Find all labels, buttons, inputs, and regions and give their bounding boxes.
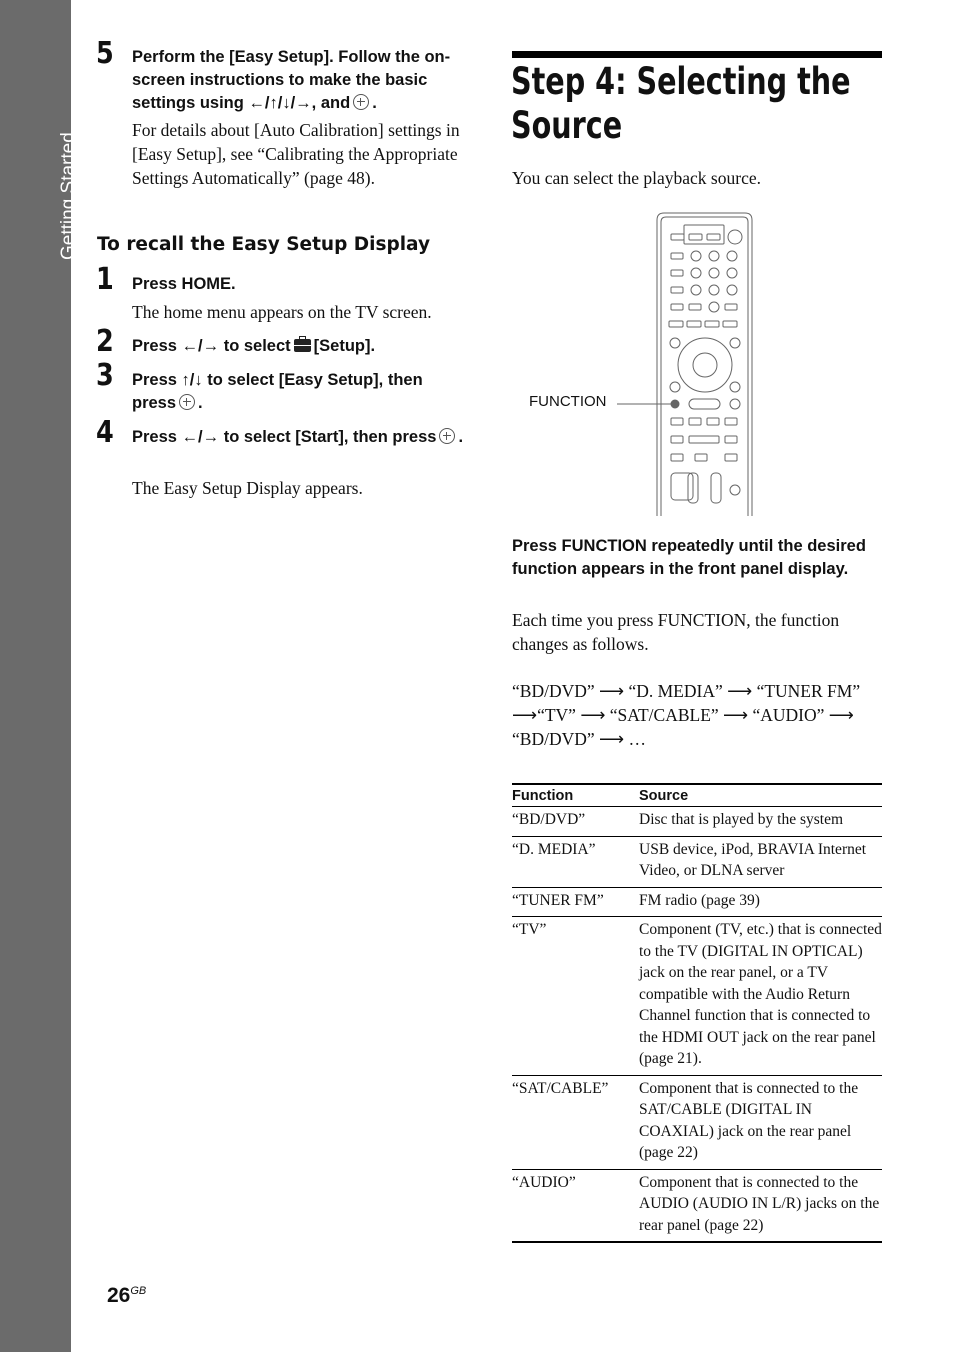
step-instruction: Press ←/→ to select [Setup]. xyxy=(132,337,376,355)
table-row xyxy=(512,1169,882,1242)
function-cell: “SAT/CABLE” xyxy=(512,1075,639,1169)
instruction-text: Press FUNCTION repeatedly until the desired function appears in the front panel display. xyxy=(512,537,866,578)
page-number: $26^{GB}$ xyxy=(107,1284,147,1307)
function-source-table xyxy=(512,783,882,1243)
column-header: Function xyxy=(512,784,639,807)
step-number: 2 xyxy=(96,324,114,359)
source-cell: Component (TV, etc.) that is connected to the TV (DIGITAL IN OPTICAL) jack on the rear panel, or a TV compatible with the Audio Return Channel function that is connected to the HDMI OUT jack on the rear panel (page 21). xyxy=(639,917,882,1076)
source-cell: Disc that is played by the system xyxy=(639,807,882,837)
enter-button-icon xyxy=(439,428,455,444)
sidebar-tab xyxy=(0,0,79,1352)
function-cell: “AUDIO” xyxy=(512,1173,576,1191)
step-number: 1 xyxy=(96,262,114,297)
function-cell: “D. MEDIA” xyxy=(512,836,639,887)
table-row xyxy=(512,887,882,917)
step-description: The Easy Setup Display appears. xyxy=(132,478,363,498)
source-cell: Component that is connected to the SAT/CABLE (DIGITAL IN COAXIAL) jack on the rear panel (page 22) xyxy=(639,1075,882,1169)
section-heading: To recall the Easy Setup Display xyxy=(97,234,431,255)
step-number: 4 xyxy=(96,415,114,450)
toolbox-icon xyxy=(294,339,311,352)
step-instruction: Press HOME. xyxy=(132,275,236,293)
function-cell: “BD/DVD” xyxy=(512,807,639,837)
intro-text: You can select the playback source. xyxy=(512,168,761,188)
step-number: 3 xyxy=(96,358,114,393)
table-header-row xyxy=(512,784,882,807)
table-row xyxy=(512,807,882,837)
step-description: The home menu appears on the TV screen. xyxy=(132,302,432,322)
enter-button-icon xyxy=(353,94,369,110)
source-cell: Component that is connected to the AUDIO (AUDIO IN L/R) jacks on the rear panel (page 22) xyxy=(639,1173,880,1234)
step-instruction: Press ↑/↓ to select [Easy Setup], then press . xyxy=(132,371,423,412)
enter-button-icon xyxy=(179,394,195,410)
sidebar-label: Getting Started xyxy=(58,132,79,260)
column-header: Source xyxy=(639,784,882,807)
function-cell: “TV” xyxy=(512,917,639,1076)
table-row xyxy=(512,1075,882,1169)
function-callout-label: FUNCTION xyxy=(529,393,607,410)
step-instruction: Perform the [Easy Setup]. Follow the on-screen instructions to make the basic settings using ←/↑/↓/→, and . xyxy=(132,48,451,112)
table-row xyxy=(512,836,882,887)
source-cell: FM radio (page 39) xyxy=(639,887,882,917)
step-description: For details about [Auto Calibration] settings in [Easy Setup], see “Calibrating the Appropriate Settings Automatically” (page 48). xyxy=(132,120,460,188)
function-sequence: “BD/DVD” ⟶ “D. MEDIA” ⟶ “TUNER FM” ⟶“TV” ⟶ “SAT/CABLE” ⟶ “AUDIO” ⟶ “BD/DVD” ⟶ … xyxy=(512,681,861,749)
step-instruction: Press ←/→ to select [Start], then press . xyxy=(132,428,464,446)
source-cell: USB device, iPod, BRAVIA Internet Video, or DLNA server xyxy=(639,836,882,887)
page-title: Step 4: Selecting the Source xyxy=(511,60,851,147)
remote-control-illustration xyxy=(525,210,765,520)
function-description: Each time you press FUNCTION, the function changes as follows. xyxy=(512,610,840,654)
table-row xyxy=(512,917,882,1076)
function-cell: “TUNER FM” xyxy=(512,887,639,917)
step-number: 5 xyxy=(96,36,114,71)
heading-rule xyxy=(512,51,882,58)
